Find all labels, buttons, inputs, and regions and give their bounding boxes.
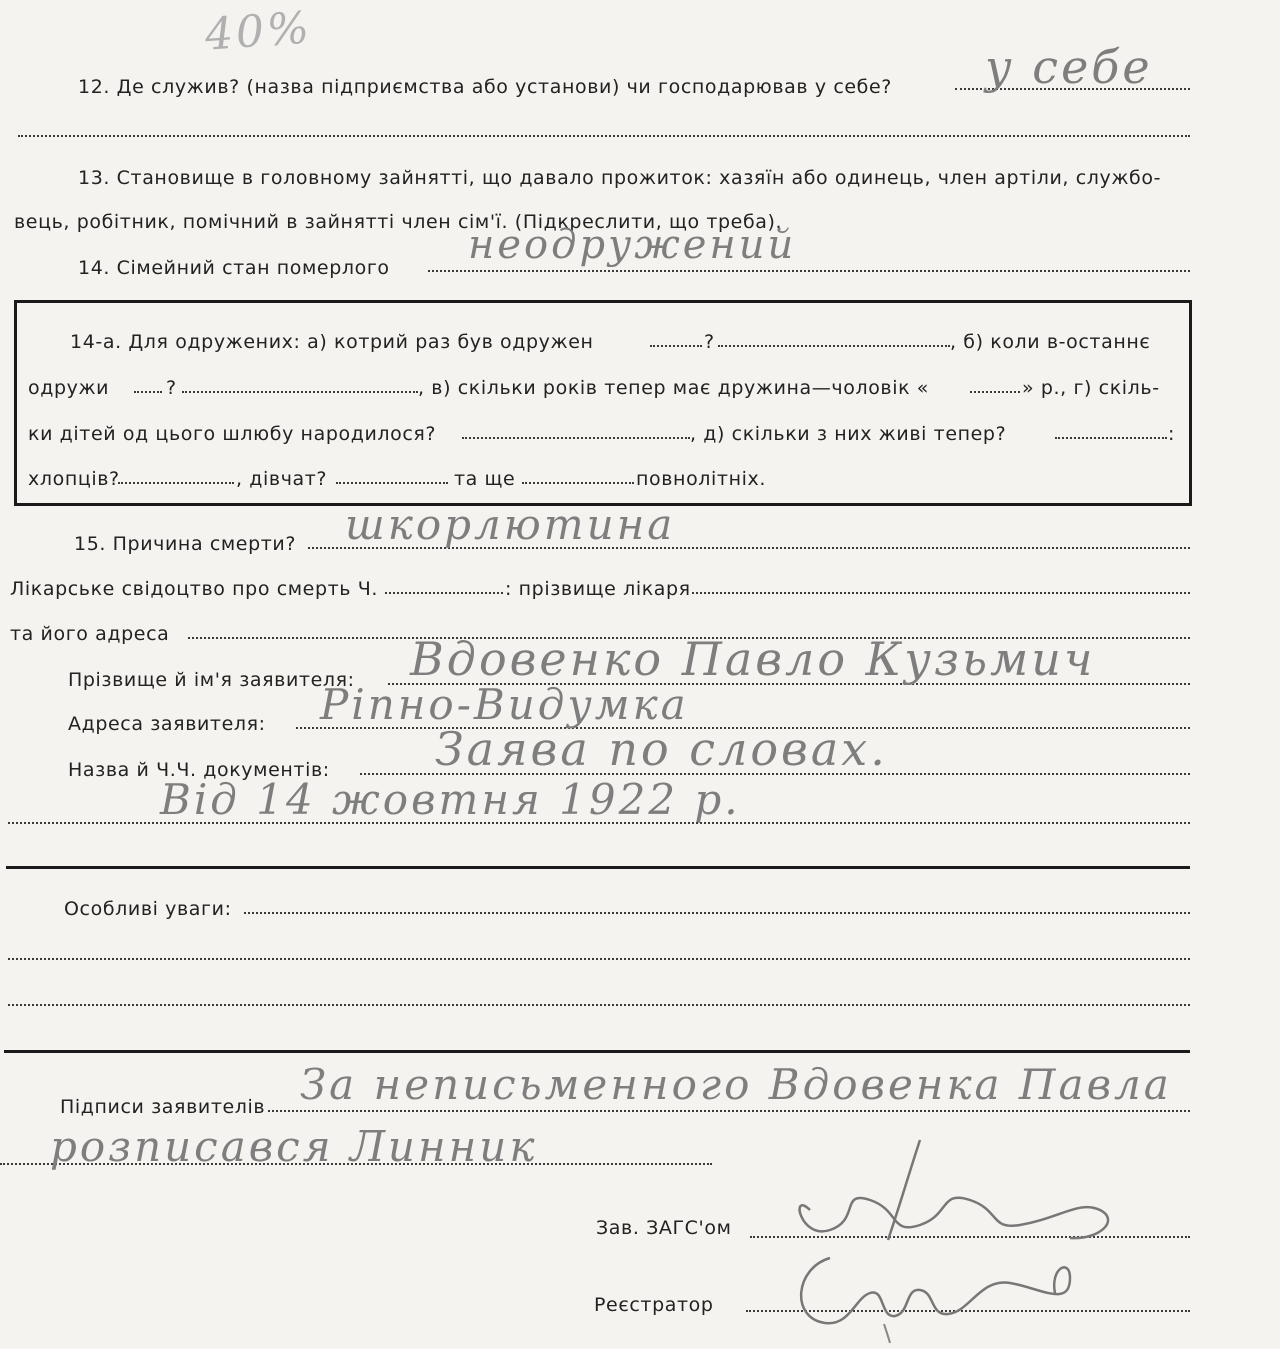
zags-head-signature — [770, 1130, 1150, 1250]
signatures-handwriting-2: розписався Линник — [50, 1122, 538, 1171]
q14a-marriage-when-line — [718, 345, 950, 347]
q14a-line3-part-c: : — [1168, 423, 1176, 445]
q14a-line2-part-a: одружи — [28, 377, 110, 399]
signatures-label: Підписи заявителів — [60, 1096, 266, 1118]
q13-line1: 13. Становище в головному зайнятті, що давало прожиток: хазяїн або одинець, член артіли, службо- — [78, 167, 1162, 189]
doctor-address-label: та його адреса — [10, 623, 170, 645]
q14a-line2-dots-1 — [134, 391, 162, 393]
q14-answer-line — [428, 270, 1190, 272]
q14a-children-alive-line — [1055, 437, 1167, 439]
documents-value: Заява по словах. — [435, 722, 888, 776]
q14a-adults-line — [522, 482, 634, 484]
registrar-label: Реєстратор — [594, 1294, 714, 1316]
q14a-spouse-age-line — [970, 391, 1020, 393]
q15-label: 15. Причина смерти? — [74, 533, 297, 555]
zags-head-label: Зав. ЗАГС'ом — [596, 1217, 732, 1239]
q14a-line2-part-c: » р., г) скіль- — [1022, 377, 1160, 399]
q14a-children-born-line — [462, 437, 690, 439]
q14a-line3-part-a: ки дітей од цього шлюбу народилося? — [28, 423, 437, 445]
q14a-line2-part-b: , в) скільки років тепер має дружина—чоловік « — [418, 377, 930, 399]
q14a-line2-dots-2 — [182, 391, 418, 393]
applicant-address-label: Адреса заявителя: — [68, 713, 266, 735]
q14a-line3-part-b: , д) скільки з них живі тепер? — [690, 423, 1007, 445]
signatures-line-1 — [268, 1110, 1190, 1112]
med-cert-number-line — [385, 592, 503, 594]
q14a-line4-boys: хлопців? — [28, 468, 120, 490]
doctor-name-label: : прізвище лікаря — [505, 578, 691, 600]
q12-continuation-line — [18, 135, 1190, 137]
med-cert-label: Лікарське свідоцтво про смерть Ч. — [10, 578, 378, 600]
registrar-signature — [770, 1238, 1130, 1348]
q14a-line1-part-a: 14-а. Для одружених: а) котрий раз був одружен — [70, 331, 594, 353]
q14a-line2-question: ? — [166, 377, 177, 399]
documents-label: Назва й Ч.Ч. документів: — [68, 759, 330, 781]
applicant-name-value: Вдовенко Павло Кузьмич — [410, 632, 1096, 686]
q14-answer: неодружений — [468, 222, 797, 268]
remarks-line-2 — [8, 958, 1190, 960]
applicant-address-value: Ріпно-Видумка — [320, 680, 689, 729]
q14a-girls-line — [336, 482, 448, 484]
remarks-line-3 — [8, 1004, 1190, 1006]
q12-label: 12. Де служив? (назва підприємства або установи) чи господарював у себе? — [78, 76, 892, 98]
remarks-label: Особливі уваги: — [64, 898, 232, 920]
q14a-line1-part-b: , б) коли в-останнє — [950, 331, 1151, 353]
q14a-line4-girls: , дівчат? — [236, 468, 328, 490]
q12-answer: у себе — [985, 40, 1153, 94]
q14a-boys-line — [118, 482, 234, 484]
q14a-line4-adults: повнолітніх. — [636, 468, 766, 490]
q14a-marriage-count-line — [650, 345, 702, 347]
section-divider-2 — [4, 1050, 1190, 1053]
remarks-line-1 — [244, 912, 1190, 914]
applicant-name-label: Прізвище й ім'я заявителя: — [68, 669, 355, 691]
q13-line2: вець, робітник, помічний в зайнятті член сім'ї. (Підкреслити, що треба). — [14, 211, 783, 233]
margin-note: 40% — [203, 2, 314, 61]
documents-date: Від 14 жовтня 1922 р. — [160, 775, 741, 824]
doctor-name-line — [692, 592, 1190, 594]
q14-label: 14. Сімейний стан померлого — [78, 257, 390, 279]
q14a-line4-also: та ще — [454, 468, 516, 490]
documents-line-2 — [8, 822, 1190, 824]
signatures-handwriting-1: За неписьменного Вдовенка Павла — [300, 1060, 1172, 1109]
q14a-line1-question: ? — [704, 331, 715, 353]
section-divider-1 — [6, 866, 1190, 869]
q15-answer: шкорлютина — [345, 500, 676, 549]
